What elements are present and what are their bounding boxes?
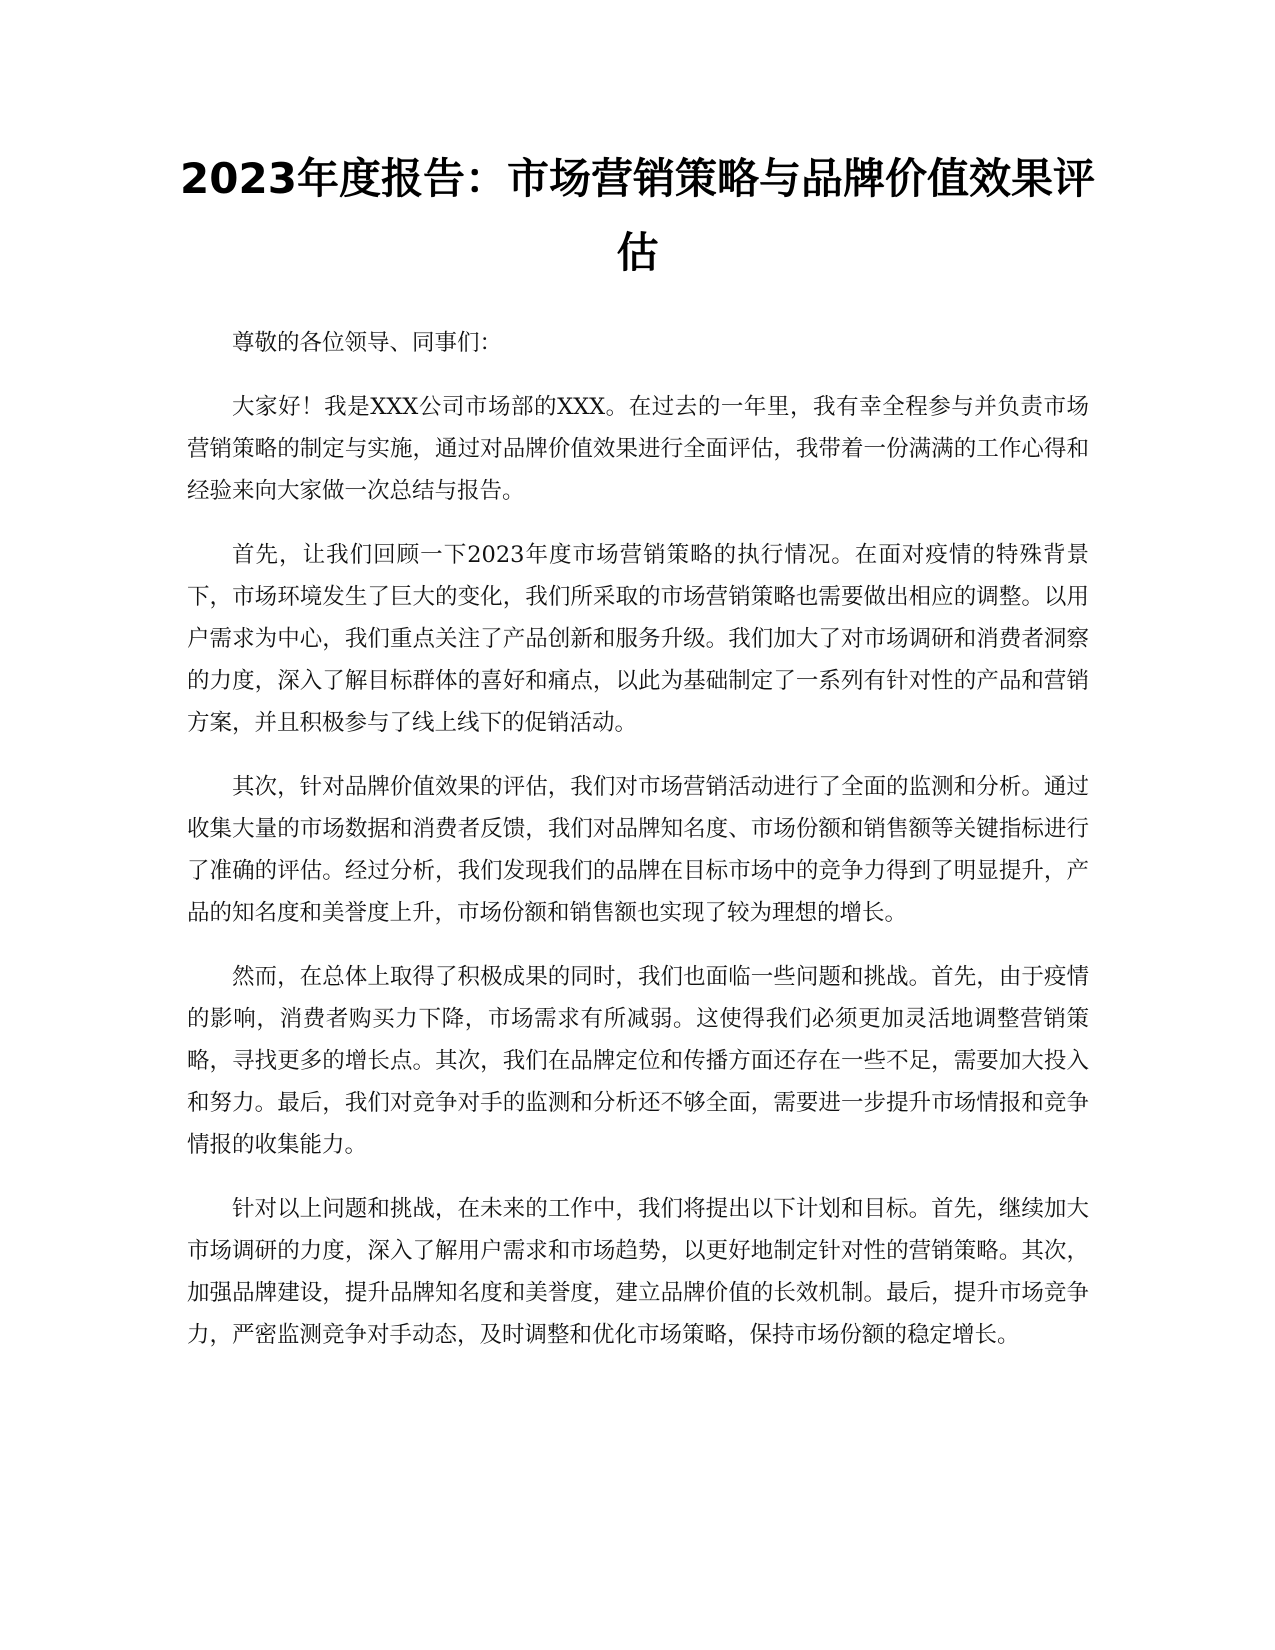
strategy-review-paragraph: 首先，让我们回顾一下2023年度市场营销策略的执行情况。在面对疫情的特殊背景下，市场环境发生了巨大的变化，我们所采取的市场营销策略也需要做出相应的调整。以用户需求为中心，我们重点关注了产品创新和服务升级。我们加大了对市场调研和消费者洞察的力度，深入了解目标群体的喜好和痛点，以此为基础制定了一系列有针对性的产品和营销方案，并且积极参与了线上线下的促销活动。	[187, 542, 1089, 736]
introduction-paragraph: 大家好！我是XXX公司市场部的XXX。在过去的一年里，我有幸全程参与并负责市场营销策略的制定与实施，通过对品牌价值效果进行全面评估，我带着一份满满的工作心得和经验来向大家做一次总结与报告。	[187, 394, 1089, 504]
challenges-paragraph: 然而，在总体上取得了积极成果的同时，我们也面临一些问题和挑战。首先，由于疫情的影响，消费者购买力下降，市场需求有所减弱。这使得我们必须更加灵活地调整营销策略，寻找更多的增长点。其次，我们在品牌定位和传播方面还存在一些不足，需要加大投入和努力。最后，我们对竞争对手的监测和分析还不够全面，需要进一步提升市场情报和竞争情报的收集能力。	[187, 964, 1089, 1158]
document-body	[187, 322, 1089, 1378]
brand-evaluation-paragraph: 其次，针对品牌价值效果的评估，我们对市场营销活动进行了全面的监测和分析。通过收集大量的市场数据和消费者反馈，我们对品牌知名度、市场份额和销售额等关键指标进行了准确的评估。经过分析，我们发现我们的品牌在目标市场中的竞争力得到了明显提升，产品的知名度和美誉度上升，市场份额和销售额也实现了较为理想的增长。	[187, 774, 1089, 926]
document-title: 2023年度报告：市场营销策略与品牌价值效果评估	[180, 154, 1095, 277]
salutation-paragraph: 尊敬的各位领导、同事们：	[232, 330, 503, 356]
future-plan-paragraph: 针对以上问题和挑战，在未来的工作中，我们将提出以下计划和目标。首先，继续加大市场调研的力度，深入了解用户需求和市场趋势，以更好地制定针对性的营销策略。其次，加强品牌建设，提升品牌知名度和美誉度，建立品牌价值的长效机制。最后，提升市场竞争力，严密监测竞争对手动态，及时调整和优化市场策略，保持市场份额的稳定增长。	[187, 1196, 1089, 1348]
